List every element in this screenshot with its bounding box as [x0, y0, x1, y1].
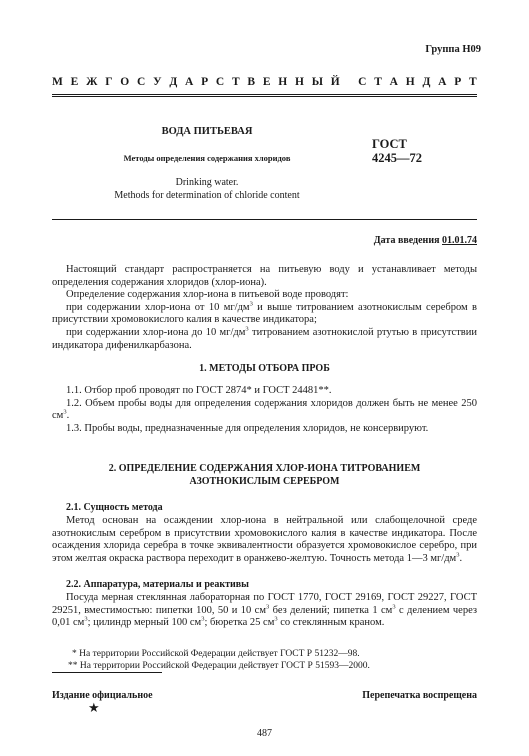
section2-2-text [52, 592, 477, 630]
paragraph: Определение содержания хлор-иона в питьевой воде проводят: [66, 289, 349, 301]
banner-letter: А [389, 76, 398, 88]
gost-number [372, 137, 422, 165]
banner-letter: Т [374, 76, 382, 88]
banner-letter: У [153, 76, 162, 88]
banner-letter: Д [422, 76, 431, 88]
paragraph: 1.1. Отбор проб проводят по ГОСТ 2874* и ГОСТ 24481**. [66, 385, 332, 396]
banner-letter: С [358, 76, 367, 88]
english-title [52, 176, 362, 202]
banner-letter: Т [469, 76, 477, 88]
paragraph: Настоящий стандарт распространяется на питьевую воду и устанавливает методы определения содержания хлоридов (хлор-иона). [52, 264, 477, 288]
document-subtitle: Методы определения содержания хлоридов [123, 153, 291, 163]
banner-letter: В [247, 76, 256, 88]
reprint-prohibited-label: Перепечатка воспрещена [362, 690, 477, 701]
group-code: Группа Н09 [425, 44, 481, 55]
section-heading: 2. ОПРЕДЕЛЕНИЕ СОДЕРЖАНИЯ ХЛОР-ИОНА ТИТРОВАНИЕМ АЗОТНОКИСЛЫМ СЕРЕБРОМ [108, 463, 421, 487]
banner-letter: А [438, 76, 447, 88]
introduction-date-value: 01.01.74 [442, 235, 477, 246]
banner-letter: М [52, 76, 63, 88]
banner-letter: Ж [86, 76, 98, 88]
intro-text [52, 264, 477, 352]
official-edition-label: Издание официальное [52, 690, 153, 701]
section-heading: 1. МЕТОДЫ ОТБОРА ПРОБ [199, 363, 330, 374]
interstate-standard-banner [52, 76, 477, 88]
banner-letter: Р [454, 76, 462, 88]
english-title-line: Drinking water. [175, 177, 239, 188]
banner-letter: Ы [311, 76, 323, 88]
footnote: * На территории Российской Федерации действует ГОСТ Р 51232—98. [72, 649, 360, 659]
gost-label: ГОСТ [372, 137, 407, 151]
footnotes [52, 648, 477, 672]
paragraph: 1.2. Объем пробы воды для определения содержания хлоридов должен быть не менее 250 $см^3$. [52, 397, 477, 422]
subsection-heading: 2.1. Сущность метода [66, 502, 163, 513]
banner-letter: Т [231, 76, 240, 88]
banner-divider-bottom [52, 96, 477, 97]
title-divider [52, 219, 477, 220]
banner-divider-top [52, 94, 477, 95]
banner-letter: Р [201, 76, 209, 88]
paragraph: 1.3. Пробы воды, предназначенные для определения хлоридов, не консервируют. [66, 422, 429, 434]
banner-letter: Н [405, 76, 415, 88]
banner-letter: Й [330, 76, 340, 88]
subsection-heading: 2.2. Аппаратура, материалы и реактивы [66, 579, 249, 590]
section1-text [52, 385, 477, 435]
footer-divider [52, 672, 162, 673]
introduction-date [374, 235, 477, 246]
banner-letter: С [215, 76, 225, 88]
star-icon: ★ [88, 700, 100, 715]
introduction-date-label: Дата введения [373, 235, 440, 246]
banner-letter: Е [70, 76, 79, 88]
banner-letter: О [120, 76, 130, 88]
paragraph: при содержании хлор-иона от 10 $мг/дм^3$ и выше титрованием азотнокислым серебром в присутствии хромовокислого калия в качестве индикатора; [52, 300, 477, 326]
document-title: ВОДА ПИТЬЕВАЯ [161, 126, 253, 137]
paragraph: Метод основан на осаждении хлор-иона в нейтральной или слабощелочной среде азотнокислым серебром в присутствии хромовокислого калия в качестве индикатора. После осаждения хлорида серебра в точке эквивалентности образуется хромовокислое серебро, при этом желтая окраска раствора переходит в оранжево-желтую. Точность метода 1—3 $мг/дм^3$. [52, 515, 477, 564]
gost-code: 4245—72 [372, 151, 422, 165]
banner-letter: Н [294, 76, 304, 88]
banner-letter: Г [105, 76, 113, 88]
section2-1-text [52, 515, 477, 565]
banner-gap [347, 76, 350, 88]
page-number: 487 [257, 728, 272, 739]
banner-letter: А [185, 76, 194, 88]
footnote: ** На территории Российской Федерации действует ГОСТ Р 51593—2000. [68, 661, 370, 671]
english-title-line: Methods for determination of chloride content [114, 190, 300, 201]
banner-letter: Е [262, 76, 271, 88]
paragraph: при содержании хлор-иона до 10 $мг/дм^3$ титрованием азотнокислой ртутью в присутствии индикатора дифенилкарбазона. [52, 325, 477, 351]
banner-letter: Д [169, 76, 178, 88]
banner-letter: С [137, 76, 146, 88]
paragraph: Посуда мерная стеклянная лабораторная по ГОСТ 1770, ГОСТ 29169, ГОСТ 29227, ГОСТ 29251, вместимостью: пипетки 100, 50 и 10 $см^3$ без делений; пипетка 1 $см^3$ с делением через 0,01 $см^3$; цилиндр мерный 100 $см^3$; бюретка 25 $см^3$ со стеклянным краном. [52, 592, 478, 629]
banner-letter: Н [278, 76, 288, 88]
